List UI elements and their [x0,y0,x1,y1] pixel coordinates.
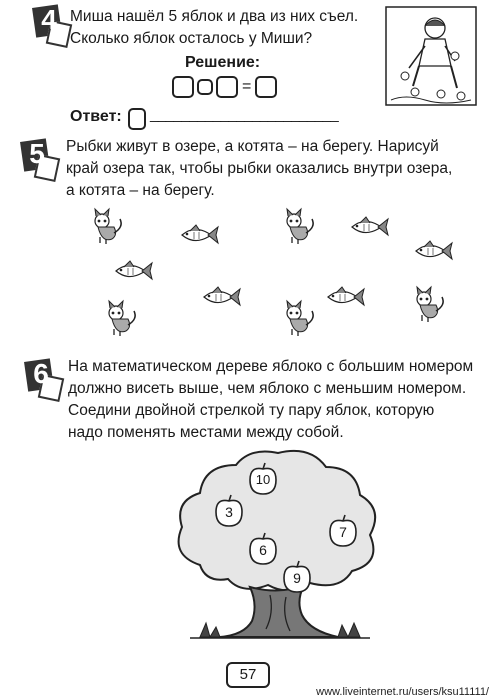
kitten-3 [109,301,135,336]
solution-label: Решение: [185,54,261,71]
boy-picking-apples-image [385,6,477,106]
task-6-line-4: надо поменять местами между собой. [68,424,344,441]
solution-box-1[interactable] [172,76,194,98]
apple-3[interactable] [214,494,244,533]
kitten-5 [417,287,443,322]
kitten-2 [287,209,313,244]
solution-result-box[interactable] [255,76,277,98]
task-5-line-2: край озера так, чтобы рыбки оказались внутри озера, [66,160,453,177]
task-5-badge [22,140,58,180]
task-5-text [66,136,486,202]
fish-and-kittens-area[interactable] [80,205,460,345]
page-number: 57 [226,662,270,688]
answer-label: Ответ: [70,108,122,125]
answer-box[interactable] [128,108,146,130]
task-4-line-1: Миша нашёл 5 яблок и два из них съел. [70,8,359,25]
fish-1 [182,225,218,243]
apple-label: 10 [255,472,271,487]
fish-2 [352,217,388,235]
watermark: www.liveinternet.ru/users/ksu11111/ [316,686,489,698]
fish-3 [416,241,452,259]
apple-label: 7 [339,524,347,540]
apple-6[interactable] [248,532,278,571]
task-4-number: 4 [41,4,57,35]
task-4-badge [34,6,70,46]
task-6-line-1: На математическом дереве яблоко с большим номером [68,358,474,375]
task-4-text [70,6,390,50]
apple-9[interactable] [282,560,312,599]
answer-line: ________________________ [150,106,339,123]
solution-box-2[interactable] [216,76,238,98]
kitten-4 [287,301,313,336]
equals-sign: = [242,78,252,95]
apple-7[interactable] [328,514,358,553]
fish-5 [204,287,240,305]
task-5-line-1: Рыбки живут в озере, а котята – на берегу. Нарисуй [66,138,439,155]
solution-operator-box[interactable] [197,79,213,95]
task-6-number: 6 [33,358,49,389]
fish-4 [116,261,152,279]
task-6-line-2: должно висеть выше, чем яблоко с меньшим номером. [68,380,467,397]
fish-6 [328,287,364,305]
apple-label: 3 [225,504,233,520]
task-4-line-2: Сколько яблок осталось у Миши? [70,30,313,47]
apple-10[interactable] [248,462,278,501]
solution-equation [172,76,277,98]
apple-label: 9 [293,570,301,586]
task-5-line-3: а котята – на берегу. [66,182,215,199]
task-6-text [68,356,488,444]
apple-label: 6 [259,542,267,558]
kitten-1 [95,209,121,244]
task-5-number: 5 [29,138,45,169]
task-6-line-3: Соедини двойной стрелкой ту пару яблок, которую [68,402,435,419]
task-6-badge [26,360,62,400]
